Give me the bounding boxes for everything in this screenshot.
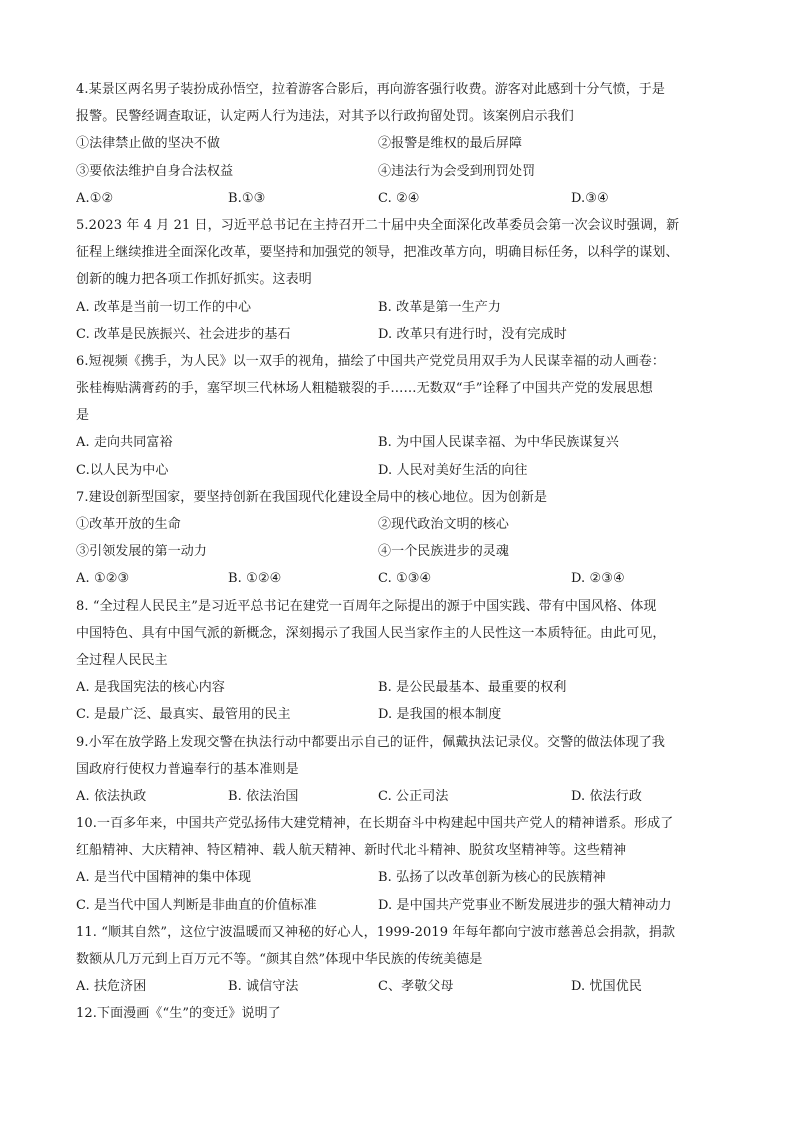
- option-item: B. 改革是第一生产力: [378, 299, 501, 315]
- option-item: B. 弘扬了以改革创新为核心的民族精神: [378, 870, 606, 886]
- option-item: ②现代政治文明的核心: [378, 517, 510, 532]
- option-item: D. 忧国优民: [571, 979, 642, 995]
- option-row: [76, 457, 726, 484]
- option-row: [76, 511, 726, 538]
- option-item: D. ②③④: [571, 571, 625, 587]
- option-item: C. ②④: [378, 190, 420, 206]
- option-row: [76, 864, 726, 891]
- question-stem-line: 征程上继续推进全面深化改革，要坚持和加强党的领导，把准改革方向，明确目标任务，以科学的谋划、: [76, 245, 679, 261]
- question-stem-line: 11. “顺其自然”，这位宁波温暖而又神秘的好心人，1999-2019 年每年都向宁波市慈善总会捐款，捐款: [76, 924, 676, 940]
- question-stem-line: 8. “全过程人民民主”是习近平总书记在建党一百周年之际提出的源于中国实践、带有中国风格、体现: [76, 598, 657, 614]
- option-item: B. 是公民最基本、最重要的权利: [378, 680, 567, 696]
- option-row: [76, 429, 726, 456]
- option-item: C.以人民为中心: [76, 462, 169, 478]
- option-item: B. 依法治国: [228, 788, 299, 804]
- question-stem-line: 9.小军在放学路上发现交警在执法行动中都要出示自己的证件，佩戴执法记录仪。交警的做法体现了我: [76, 734, 666, 750]
- option-item: C. 公正司法: [378, 788, 449, 804]
- option-item: D.③④: [571, 190, 609, 206]
- option-row: [76, 892, 726, 919]
- question-stem-line: 创新的魄力把各项工作抓好抓实。这表明: [76, 272, 312, 288]
- option-item: A. 走向共同富裕: [76, 435, 173, 451]
- option-item: A. ①②③: [76, 571, 130, 587]
- question-stem-line: 国政府行使权力普遍奉行的基本准则是: [76, 761, 299, 777]
- question-stem-line: 张桂梅贴满膏药的手，塞罕坝三代林场人粗糙皲裂的手……无数双“手”诠释了中国共产党的发展思想: [76, 381, 653, 397]
- option-row: [76, 538, 726, 565]
- question-block: [76, 919, 726, 1001]
- option-row: [76, 321, 726, 348]
- option-item: A. 扶危济困: [76, 979, 147, 995]
- exam-page: [76, 76, 726, 1028]
- question-block: [76, 729, 726, 811]
- question-stem-line: 10.一百多年来，中国共产党弘扬伟大建党精神，在长期奋斗中构建起中国共产党人的精神谱系。形成了: [76, 816, 674, 832]
- option-item: ①改革开放的生命: [76, 517, 181, 532]
- option-item: ②报警是维权的最后屏障: [378, 136, 523, 152]
- question-block: [76, 810, 726, 919]
- option-item: ④一个民族进步的灵魂: [378, 544, 510, 560]
- option-item: D. 是中国共产党事业不断发展进步的强大精神动力: [378, 897, 672, 913]
- option-item: A. 改革是当前一切工作的中心: [76, 299, 252, 315]
- option-item: A. 是我国宪法的核心内容: [76, 680, 225, 696]
- option-row: [76, 130, 726, 157]
- option-item: D. 人民对美好生活的向往: [378, 462, 528, 478]
- option-item: ①法律禁止做的坚决不做: [76, 136, 221, 152]
- question-stem-line: 4.某景区两名男子装扮成孙悟空，拉着游客合影后，再向游客强行收费。游客对此感到十分气愤，于是: [76, 82, 666, 97]
- question-block: [76, 1000, 726, 1027]
- question-block: [76, 593, 726, 729]
- option-item: ③要依法维护自身合法权益: [76, 163, 234, 179]
- option-row: [76, 783, 726, 810]
- option-item: B. 诚信守法: [228, 979, 299, 995]
- question-stem-line: 红船精神、大庆精神、特区精神、载人航天精神、新时代北斗精神、脱贫攻坚精神等。这些精神: [76, 843, 627, 859]
- question-block: [76, 212, 726, 348]
- question-stem-line: 6.短视频《携手，为人民》以一双手的视角，描绘了中国共产党党员用双手为人民谋幸福的动人画卷：: [76, 353, 666, 369]
- option-item: D. 是我国的根本制度: [378, 707, 502, 723]
- option-item: B. 为中国人民谋幸福、为中华民族谋复兴: [378, 435, 619, 451]
- question-block: [76, 484, 726, 593]
- question-block: [76, 348, 726, 484]
- option-row: [76, 185, 726, 212]
- option-item: C. 改革是民族振兴、社会进步的基石: [76, 326, 291, 342]
- option-row: [76, 973, 726, 1000]
- option-item: C. ①③④: [378, 571, 432, 587]
- option-item: B.①③: [228, 190, 266, 206]
- option-item: D. 依法行政: [571, 788, 642, 804]
- question-stem-line: 中国特色、具有中国气派的新概念，深刻揭示了我国人民当家作主的人民性这一本质特征。由此可见，: [76, 625, 666, 641]
- option-item: ④违法行为会受到刑罚处罚: [378, 163, 536, 179]
- option-item: A.①②: [76, 190, 114, 206]
- option-item: B. ①②④: [228, 571, 282, 587]
- question-stem-line: 是: [76, 408, 90, 424]
- question-stem-line: 7.建设创新型国家，要坚持创新在我国现代化建设全局中的核心地位。因为创新是: [76, 489, 548, 505]
- option-row: [76, 674, 726, 701]
- question-stem-line: 全过程人民民主: [76, 652, 168, 668]
- question-stem-line: 12.下面漫画《“生”的变迁》说明了: [76, 1006, 281, 1022]
- option-row: [76, 158, 726, 185]
- option-item: C. 是当代中国人判断是非曲直的价值标准: [76, 897, 317, 913]
- option-item: A. 是当代中国精神的集中体现: [76, 870, 252, 886]
- question-stem-line: 5.2023 年 4 月 21 日，习近平总书记在主持召开二十届中央全面深化改革委员会第一次会议时强调，新: [76, 217, 680, 233]
- option-item: ③引领发展的第一动力: [76, 544, 208, 560]
- option-row: [76, 565, 726, 592]
- question-block: [76, 76, 726, 212]
- option-item: C. 是最广泛、最真实、最管用的民主: [76, 707, 291, 723]
- option-item: A. 依法执政: [76, 788, 147, 804]
- question-stem-line: 报警。民警经调查取证，认定两人行为违法，对其予以行政拘留处罚。该案例启示我们: [76, 109, 574, 125]
- option-item: D. 改革只有进行时，没有完成时: [378, 326, 567, 342]
- option-row: [76, 701, 726, 728]
- question-stem-line: 数额从几万元到上百万元不等。“颜其自然”体现中华民族的传统美德是: [76, 952, 483, 967]
- option-item: C、孝敬父母: [378, 979, 454, 995]
- option-row: [76, 294, 726, 321]
